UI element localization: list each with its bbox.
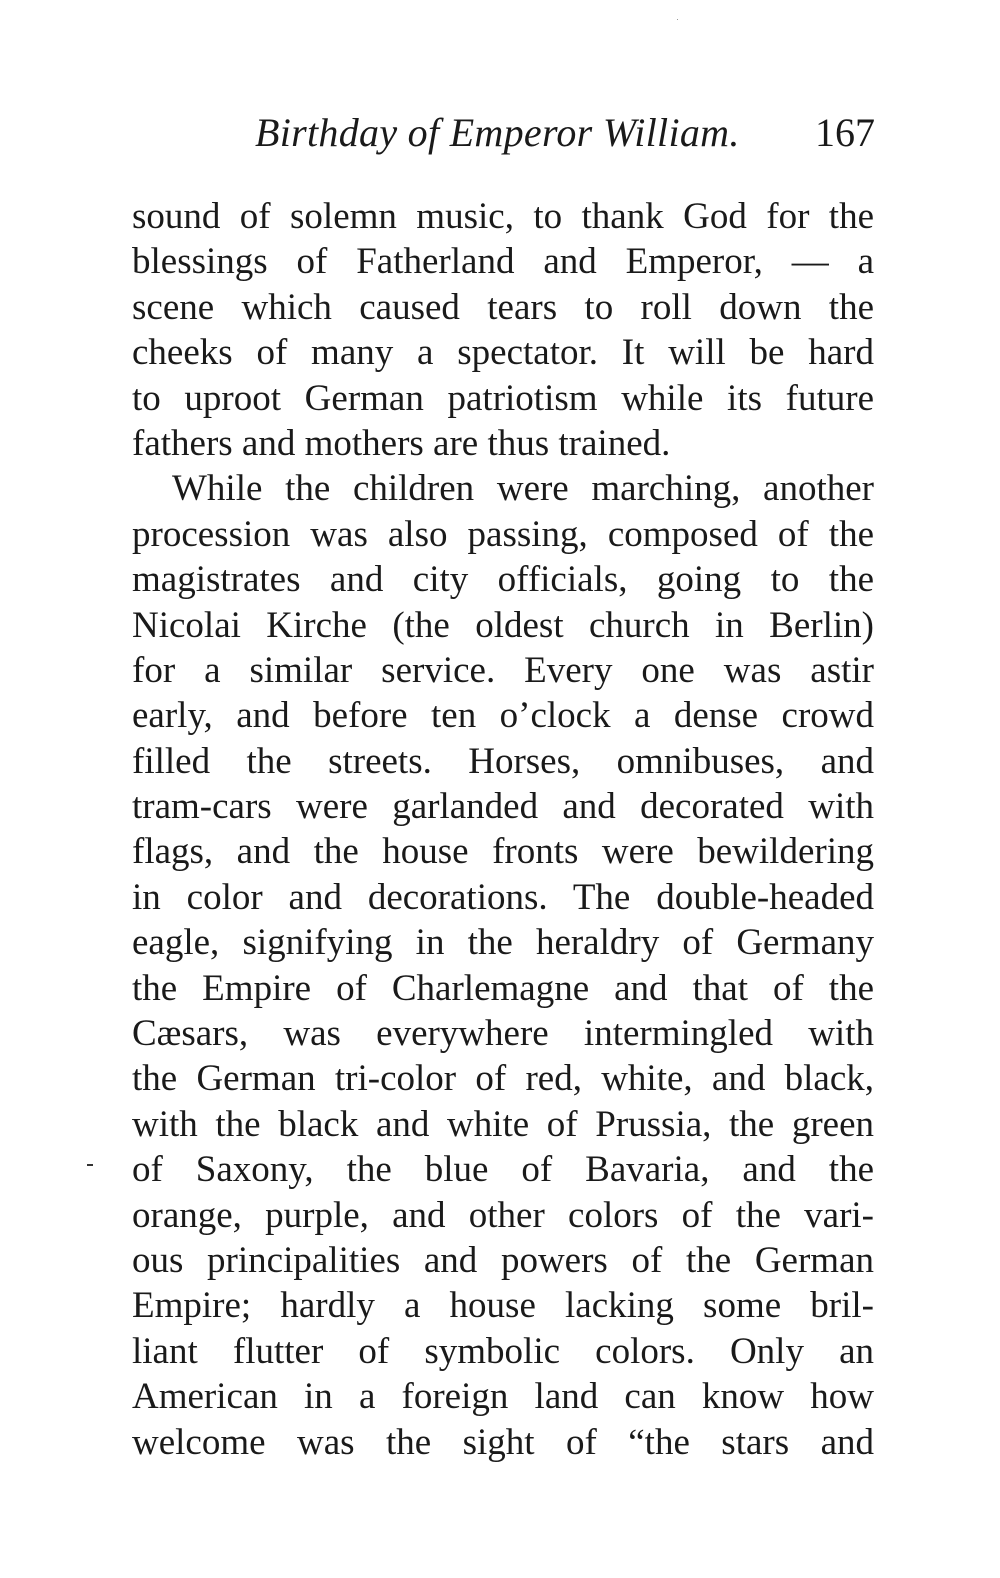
text-line: liant flutter of symbolic colors. Only an	[132, 1330, 874, 1372]
text-line: early, and before ten o’clock a dense crowd	[132, 695, 874, 737]
text-line: procession was also passing, composed of the	[132, 513, 874, 555]
text-line: blessings of Fatherland and Emperor, — a	[132, 241, 874, 283]
text-line: in color and decorations. The double-headed	[132, 876, 874, 918]
text-line: ous principalities and powers of the German	[132, 1239, 874, 1281]
text-line: scene which caused tears to roll down the	[132, 286, 874, 328]
text-line: fathers and mothers are thus trained.	[132, 422, 671, 464]
running-head	[130, 108, 875, 158]
text-line: for a similar service. Every one was astir	[132, 649, 874, 691]
text-line: the Empire of Charlemagne and that of the	[132, 967, 874, 1009]
text-line: flags, and the house fronts were bewildering	[132, 831, 874, 873]
text-line: While the children were marching, another	[172, 468, 874, 510]
text-line: tram-cars were garlanded and decorated with	[132, 786, 874, 828]
text-line: Empire; hardly a house lacking some bril-	[132, 1285, 874, 1327]
text-line: American in a foreign land can know how	[132, 1376, 874, 1418]
margin-mark	[87, 1164, 93, 1166]
paper-speck	[677, 19, 678, 20]
text-line: the German tri-color of red, white, and black,	[132, 1058, 874, 1100]
text-line: of Saxony, the blue of Bavaria, and the	[132, 1149, 874, 1191]
text-line: Nicolai Kirche (the oldest church in Berlin)	[132, 604, 874, 646]
body-text	[132, 194, 874, 1465]
page-number: 167	[815, 110, 875, 155]
text-line: with the black and white of Prussia, the green	[132, 1103, 874, 1145]
text-line: Cæsars, was everywhere intermingled with	[132, 1013, 874, 1055]
text-line: magistrates and city officials, going to the	[132, 559, 874, 601]
text-line: to uproot German patriotism while its future	[132, 377, 874, 419]
running-title: Birthday of Emperor William.	[255, 110, 740, 155]
text-line: sound of solemn music, to thank God for the	[132, 196, 874, 237]
text-line: orange, purple, and other colors of the vari-	[132, 1194, 874, 1236]
text-line: cheeks of many a spectator. It will be hard	[132, 332, 874, 374]
text-line: filled the streets. Horses, omnibuses, and	[132, 740, 874, 782]
text-line: eagle, signifying in the heraldry of Germany	[132, 922, 874, 964]
text-line: welcome was the sight of “the stars and	[132, 1421, 874, 1463]
